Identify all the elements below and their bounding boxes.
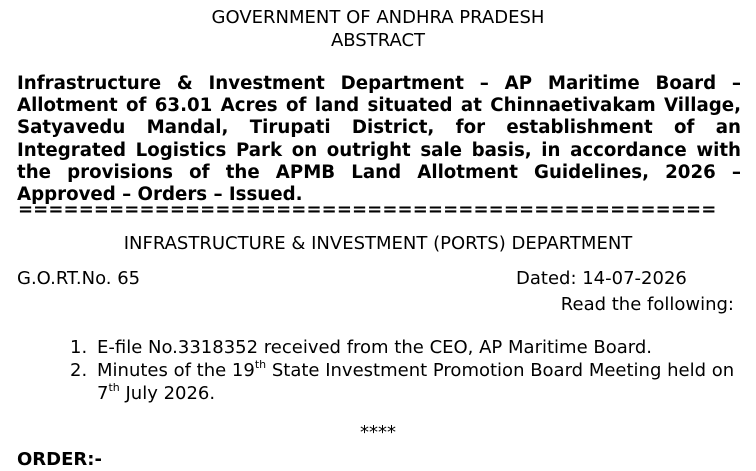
reference-text-part: July 2026. [119, 383, 216, 404]
reference-number: 2. [70, 360, 88, 381]
abstract-subject-text: Infrastructure & Investment Department – AP Maritime Board – Allotment of 63.01 Acres of land situated at Chinnaetivakam Village, Satyavedu Mandal, Tirupati District, for establishment of an Integrated Logistics Park on outright sale basis, in accordance with the provisions of the APMB Land Allotment Guidelines, 2026 – Approved – Orders – Issued. [17, 73, 741, 206]
government-title: GOVERNMENT OF ANDHRA PRADESH [211, 7, 545, 28]
reference-text-part: Minutes of the 19 [97, 360, 255, 381]
section-divider-stars: **** [360, 422, 396, 443]
order-date: Dated: 14-07-2026 [516, 268, 687, 289]
reference-text: E-file No.3318352 received from the CEO, AP Maritime Board. [97, 337, 652, 358]
reference-list [70, 336, 740, 405]
ordinal-suffix: th [108, 381, 120, 394]
abstract-label: ABSTRACT [330, 30, 426, 51]
order-heading: ORDER:- [17, 449, 102, 470]
reference-text-part: State Investment Promotion Board Meeting held on 7 [97, 360, 735, 404]
order-number: G.O.RT.No. 65 [17, 268, 141, 289]
department-title: INFRASTRUCTURE & INVESTMENT (PORTS) DEPARTMENT [123, 233, 633, 254]
separator-line: ============================================== [18, 199, 717, 220]
reference-item [70, 336, 740, 359]
read-the-following-label: Read the following: [560, 294, 734, 315]
ordinal-suffix: th [254, 358, 267, 371]
reference-number: 1. [70, 337, 88, 358]
reference-item [70, 359, 740, 405]
